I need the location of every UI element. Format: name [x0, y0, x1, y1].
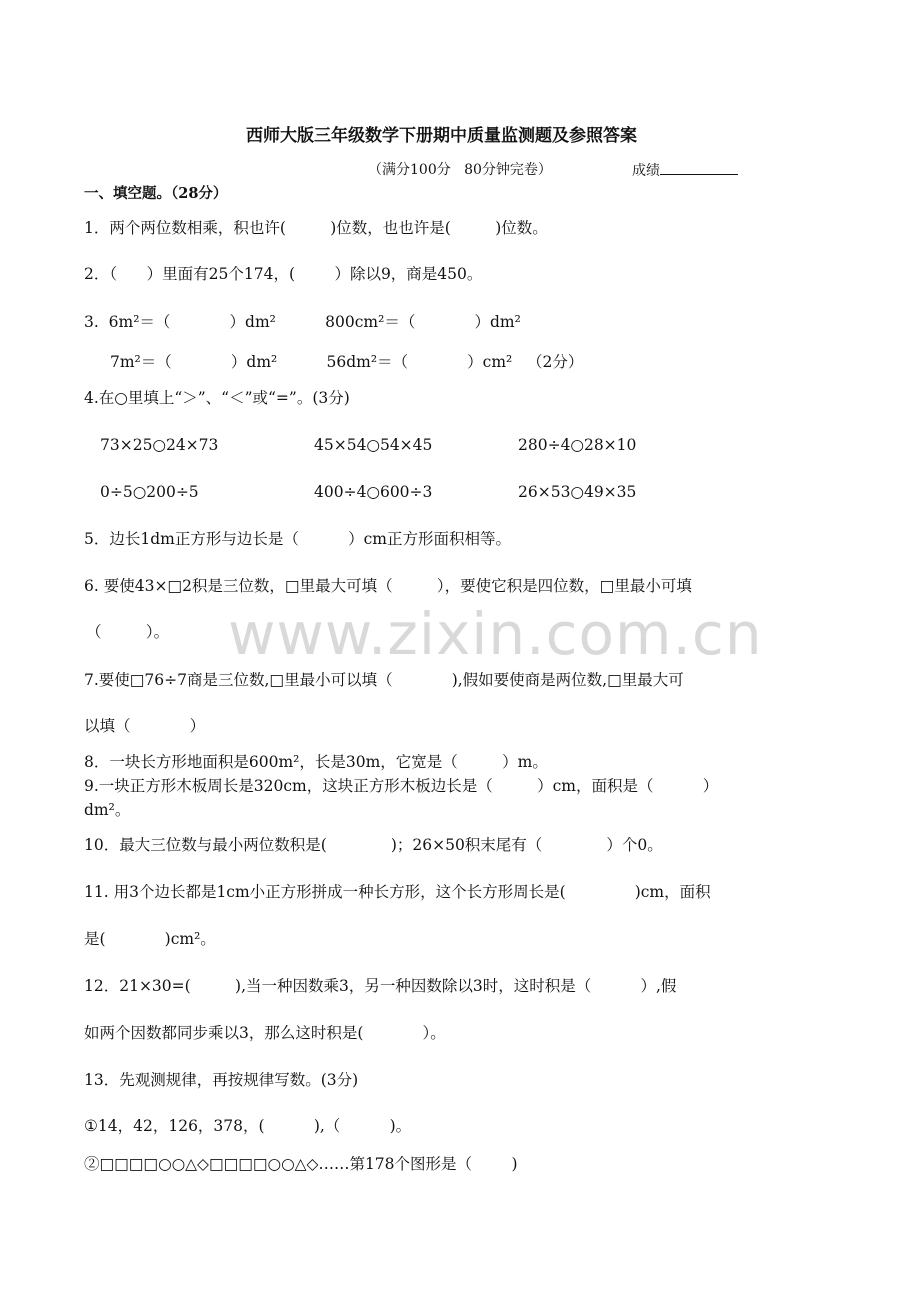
question-3-line-1: 3. 6m²＝（ ）dm² 800cm²＝（ ）dm²	[84, 313, 521, 331]
page-title: 西师大版三年级数学下册期中质量监测题及参照答案	[246, 126, 637, 146]
compare-item: 73×25○24×73	[100, 436, 219, 454]
compare-item: 26×53○49×35	[518, 483, 637, 501]
question-10: 10．最大三位数与最小两位数积是( )；26×50积末尾有（ ）个0。	[84, 836, 663, 854]
question-11-line-2: 是( )cm²。	[84, 930, 216, 948]
question-9-line-2: dm²。	[84, 801, 131, 819]
question-6-line-2: （ ）。	[86, 623, 170, 641]
question-7-line-1: 7.要使□76÷7商是三位数,□里最小可以填（ ),假如要使商是两位数,□里最大可	[84, 671, 684, 689]
compare-item: 400÷4○600÷3	[314, 483, 433, 501]
question-7-line-2: 以填（ ）	[84, 717, 206, 735]
question-2: 2．（ ）里面有25个174，( ）除以9，商是450。	[84, 265, 483, 283]
compare-item: 45×54○54×45	[314, 436, 433, 454]
exam-subtitle: （满分100分 80分钟完卷）	[368, 162, 552, 178]
question-13-item-2: ②□□□□○○△◇□□□□○○△◇……第178个图形是（ )	[84, 1155, 518, 1173]
watermark: www.zixin.com.cn	[228, 600, 763, 668]
question-1: 1．两个两位数相乘，积也许( )位数，也也许是( )位数。	[84, 219, 548, 237]
compare-item: 0÷5○200÷5	[100, 483, 199, 501]
question-3-line-2: 7m²＝（ ）dm² 56dm²＝（ ）cm² （2分）	[110, 353, 584, 371]
question-11-line-1: 11. 用3个边长都是1cm小正方形拼成一种长方形，这个长方形周长是( )cm，面积	[84, 883, 711, 901]
section-heading: 一、填空题。（28分）	[84, 185, 228, 202]
score-label: 成绩	[632, 163, 660, 179]
question-9-line-1: 9.一块正方形木板周长是320cm，这块正方形木板边长是（ ）cm，面积是（ ）	[84, 777, 719, 795]
compare-item: 280÷4○28×10	[518, 436, 637, 454]
question-12-line-2: 如两个因数都同步乘以3，那么这时积是( ）。	[84, 1024, 446, 1042]
question-6-line-1: 6. 要使43×□2积是三位数，□里最大可填（ ），要使它积是四位数，□里最小可填	[84, 577, 692, 595]
question-13: 13．先观测规律，再按规律写数。(3分)	[84, 1071, 359, 1089]
score-field	[632, 160, 738, 181]
question-5: 5．边长1dm正方形与边长是（ ）cm正方形面积相等。	[84, 530, 511, 548]
question-8: 8．一块长方形地面积是600m²，长是30m，它宽是（ ）m。	[84, 753, 548, 771]
score-blank	[660, 160, 738, 175]
question-12-line-1: 12．21×30=( ),当一种因数乘3，另一种因数除以3时，这时积是（ ）,假	[84, 977, 677, 995]
question-13-item-1: ①14，42，126，378，( ),（ )。	[84, 1117, 412, 1135]
question-4: 4.在○里填上“＞”、“＜”或“=”。(3分)	[84, 389, 350, 407]
